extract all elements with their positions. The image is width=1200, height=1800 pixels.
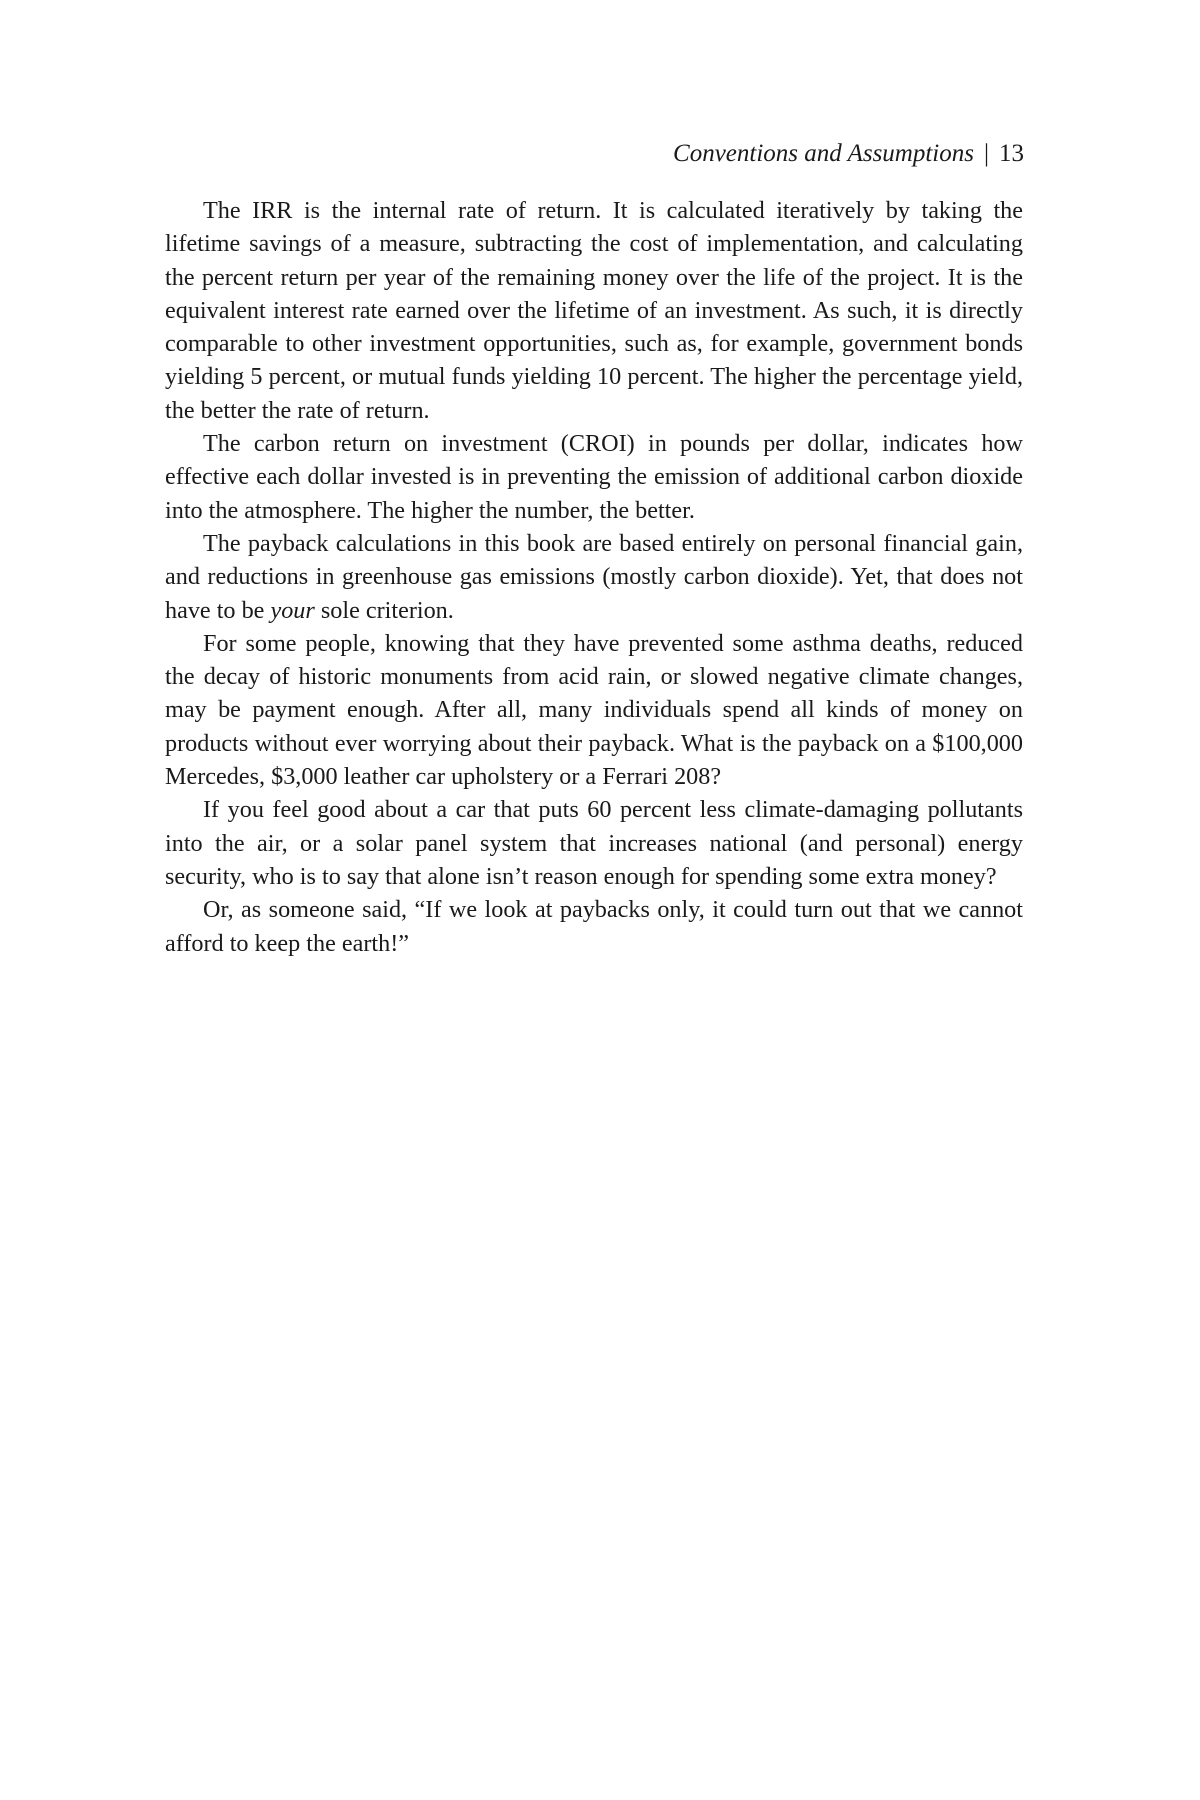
emphasis-text: your — [270, 596, 315, 624]
paragraph-text: The payback calculations in this book are based entirely on personal financial gain, and reductions in greenhouse gas emissions (mostly carbon dioxide). Yet, that does not have to be — [165, 529, 1023, 624]
paragraph-croi: The carbon return on investment (CROI) in pounds per dollar, indicates how effective each dollar invested is in preventing the emission of additional carbon dioxide into the atmosphere. The higher the number, the better. — [165, 430, 1023, 524]
paragraph-payback-calculations — [165, 527, 1023, 627]
paragraph-quote: Or, as someone said, “If we look at paybacks only, it could turn out that we cannot afford to keep the earth!” — [165, 896, 1023, 957]
paragraph-text: sole criterion. — [314, 596, 454, 624]
chapter-title: Conventions and Assumptions — [673, 140, 974, 167]
paragraph-some-people: For some people, knowing that they have prevented some asthma deaths, reduced the decay of historic monuments from acid rain, or slowed negative climate changes, may be payment enough. After all, many individuals spend all kinds of money on products without ever worrying about their payback. What is the payback on a $100,000 Mercedes, $3,000 leather car upholstery or a Ferrari 208? — [165, 629, 1023, 791]
body-text — [165, 194, 1023, 960]
paragraph-irr: The IRR is the internal rate of return. It is calculated iteratively by taking the lifetime savings of a measure, subtracting the cost of implementation, and calculating the percent return per year of the remaining money over the life of the project. It is the equivalent interest rate earned over the lifetime of an investment. As such, it is directly comparable to other investment opportunities, such as, for example, government bonds yielding 5 percent, or mutual funds yielding 10 percent. The higher the percentage yield, the better the rate of return. — [165, 197, 1023, 424]
running-head — [673, 138, 1024, 170]
page-number: 13 — [999, 140, 1024, 167]
header-separator: | — [983, 140, 989, 167]
paragraph-feel-good: If you feel good about a car that puts 60 percent less climate-damaging pollutants into the air, or a solar panel system that increases national (and personal) energy security, who is to say that alone isn’t reason enough for spending some extra money? — [165, 796, 1023, 890]
